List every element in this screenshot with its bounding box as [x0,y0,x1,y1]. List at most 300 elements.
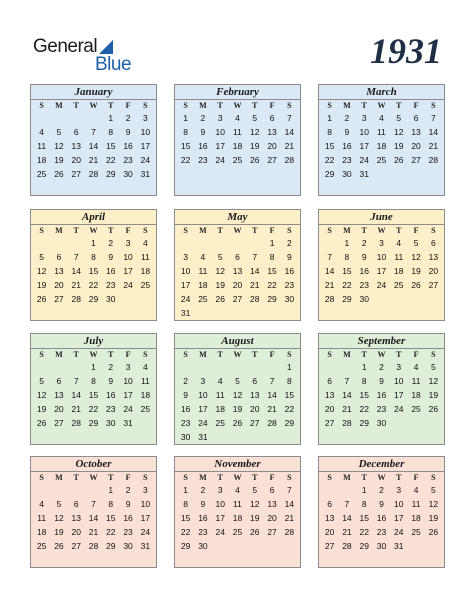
weekday-label: M [343,226,351,235]
day-cell: 23 [106,404,116,414]
month-days-grid [175,349,300,444]
empty-day-cell [68,483,85,497]
day-cell: 27 [71,169,81,179]
weekday-label: T [361,473,367,482]
weekday-label: W [377,350,386,359]
day-cell: 1 [344,238,350,248]
day-cell: 1 [108,485,114,495]
day-cell: 2 [344,113,350,123]
empty-day-cell [68,111,85,125]
day-cell: 18 [140,390,151,400]
day-cell: 12 [54,513,64,523]
empty-day-cell [177,360,194,374]
day-cell: 8 [361,376,367,386]
day-cell: 16 [198,141,208,151]
day-cell: 27 [324,541,335,551]
day-cell: 27 [411,155,421,165]
day-cell: 27 [71,541,81,551]
day-cell: 9 [200,127,206,137]
month-name: June [319,210,444,225]
day-cell: 2 [379,362,384,372]
day-cell: 16 [198,513,208,523]
day-cell: 10 [123,376,133,386]
day-cell: 15 [359,390,369,400]
day-cell: 3 [396,485,402,495]
day-cell: 1 [91,238,96,248]
month-august [174,333,301,445]
day-cell: 22 [88,280,99,290]
weekday-label: S [287,473,292,482]
day-cell: 21 [88,155,99,165]
day-cell: 8 [108,127,114,137]
day-cell: 22 [106,155,116,165]
empty-day-cell [212,360,229,374]
day-cell: 10 [140,127,151,137]
day-cell: 9 [379,499,384,509]
day-cell: 20 [428,266,439,276]
day-cell: 20 [411,141,421,151]
weekday-label: F [125,226,131,235]
day-cell: 21 [342,404,352,414]
day-cell: 10 [215,127,225,137]
month-days-grid [31,225,156,306]
day-cell: 23 [106,280,116,290]
weekday-label: W [89,226,98,235]
day-cell: 17 [180,280,191,290]
day-cell: 12 [54,141,64,151]
day-cell: 17 [215,141,225,151]
month-name: January [31,85,156,100]
day-cell: 7 [269,376,275,386]
day-cell: 29 [284,418,295,428]
weekday-label: W [377,473,386,482]
day-cell: 2 [361,238,367,248]
day-cell: 30 [123,169,133,179]
day-cell: 20 [324,527,335,537]
day-cell: 1 [91,362,96,372]
day-cell: 13 [324,513,335,523]
empty-day-cell [194,236,211,250]
day-cell: 26 [428,527,439,537]
month-july [30,333,157,445]
weekday-label: W [377,226,386,235]
day-cell: 31 [359,169,369,179]
day-cell: 9 [108,252,114,262]
day-cell: 17 [394,513,404,523]
weekday-label: T [361,226,367,235]
day-cell: 15 [106,141,116,151]
weekday-label: M [55,101,63,110]
day-cell: 8 [286,376,292,386]
day-cell: 25 [232,155,243,165]
day-cell: 6 [252,376,258,386]
weekday-label: S [183,226,188,235]
weekday-label: M [199,473,207,482]
month-name: July [31,334,156,349]
day-cell: 24 [215,527,225,537]
day-cell: 15 [284,390,295,400]
day-cell: 12 [428,499,439,509]
day-cell: 28 [71,294,81,304]
day-cell: 14 [342,390,352,400]
logo-word-general: General [33,36,98,57]
day-cell: 1 [327,113,332,123]
empty-day-cell [229,236,246,250]
day-cell: 28 [250,294,260,304]
day-cell: 21 [71,280,81,290]
weekday-label: S [431,350,436,359]
weekday-label: T [217,350,223,359]
weekday-label: T [73,350,79,359]
day-cell: 3 [142,113,148,123]
day-cell: 30 [342,169,352,179]
day-cell: 30 [359,294,369,304]
day-cell: 21 [324,280,335,290]
day-cell: 6 [327,376,332,386]
month-name: September [319,334,444,349]
day-cell: 24 [180,294,191,304]
day-cell: 3 [217,113,223,123]
day-cell: 30 [123,541,133,551]
day-cell: 18 [232,513,243,523]
day-cell: 6 [413,113,419,123]
day-cell: 15 [180,513,191,523]
weekday-label: M [343,473,351,482]
day-cell: 14 [88,141,99,151]
day-cell: 2 [183,376,188,386]
day-cell: 25 [411,404,421,414]
day-cell: 5 [252,485,258,495]
weekday-label: F [125,101,131,110]
month-name: November [175,457,300,472]
day-cell: 10 [140,499,151,509]
day-cell: 2 [200,485,206,495]
month-days-grid [175,225,300,320]
day-cell: 14 [342,513,352,523]
month-days-grid [319,349,444,430]
weekday-label: W [89,473,98,482]
month-october [30,456,157,568]
day-cell: 27 [267,155,277,165]
day-cell: 10 [359,127,369,137]
day-cell: 20 [54,280,64,290]
weekday-label: S [287,350,292,359]
month-june [318,209,445,321]
day-cell: 21 [284,141,295,151]
day-cell: 9 [200,499,206,509]
day-cell: 24 [123,404,133,414]
day-cell: 17 [198,404,208,414]
day-cell: 11 [37,141,47,151]
weekday-label: S [183,473,188,482]
day-cell: 12 [215,266,225,276]
day-cell: 1 [286,362,292,372]
day-cell: 3 [183,252,188,262]
day-cell: 13 [250,390,260,400]
day-cell: 16 [106,390,116,400]
weekday-label: S [287,101,292,110]
day-cell: 4 [235,485,240,495]
day-cell: 3 [379,238,384,248]
day-cell: 20 [324,404,335,414]
empty-day-cell [321,360,338,374]
weekday-label: S [327,101,332,110]
weekday-label: T [252,473,258,482]
day-cell: 12 [36,266,47,276]
day-cell: 10 [180,266,191,276]
day-cell: 29 [106,169,116,179]
day-cell: 24 [215,155,225,165]
day-cell: 11 [140,252,150,262]
day-cell: 16 [123,513,133,523]
day-cell: 29 [106,541,116,551]
weekday-label: S [431,473,436,482]
day-cell: 12 [394,127,404,137]
day-cell: 2 [125,485,131,495]
weekday-label: S [183,350,188,359]
day-cell: 22 [180,527,191,537]
day-cell: 13 [428,252,439,262]
day-cell: 13 [267,499,277,509]
day-cell: 20 [71,155,81,165]
day-cell: 18 [411,390,421,400]
day-cell: 23 [284,280,295,290]
month-days-grid [31,349,156,430]
day-cell: 16 [342,141,352,151]
day-cell: 23 [359,280,369,290]
day-cell: 10 [394,376,404,386]
weekday-label: F [269,101,275,110]
weekday-label: W [377,101,386,110]
month-name: February [175,85,300,100]
day-cell: 8 [183,499,188,509]
day-cell: 14 [284,127,295,137]
day-cell: 13 [71,141,81,151]
weekday-label: M [55,473,63,482]
day-cell: 1 [108,113,114,123]
month-march [318,84,445,196]
month-december [318,456,445,568]
day-cell: 22 [324,155,335,165]
day-cell: 5 [39,252,44,262]
month-name: May [175,210,300,225]
day-cell: 14 [250,266,260,276]
day-cell: 24 [394,527,404,537]
logo-word-blue: Blue [95,54,132,75]
day-cell: 22 [359,527,369,537]
day-cell: 17 [123,390,133,400]
day-cell: 7 [91,127,96,137]
day-cell: 17 [215,513,225,523]
day-cell: 19 [54,527,64,537]
weekday-label: M [55,350,63,359]
day-cell: 1 [183,485,188,495]
day-cell: 28 [428,155,439,165]
day-cell: 30 [106,294,116,304]
day-cell: 5 [56,127,62,137]
month-days-grid [319,100,444,181]
day-cell: 16 [284,266,295,276]
day-cell: 31 [394,541,404,551]
day-cell: 25 [140,280,151,290]
day-cell: 28 [267,418,277,428]
weekday-label: M [199,101,207,110]
day-cell: 17 [359,141,369,151]
day-cell: 5 [252,113,258,123]
day-cell: 30 [180,432,191,442]
day-cell: 24 [198,418,208,428]
day-cell: 31 [140,541,151,551]
day-cell: 12 [250,127,260,137]
day-cell: 9 [286,252,292,262]
day-cell: 20 [54,404,64,414]
day-cell: 27 [54,294,64,304]
weekday-label: F [269,350,275,359]
day-cell: 27 [250,418,260,428]
day-cell: 2 [200,113,206,123]
day-cell: 7 [327,252,332,262]
weekday-label: S [287,226,292,235]
day-cell: 4 [142,362,148,372]
empty-day-cell [338,360,355,374]
day-cell: 4 [39,499,44,509]
day-cell: 1 [183,113,188,123]
day-cell: 11 [215,390,225,400]
day-cell: 4 [413,362,419,372]
weekday-label: T [217,473,223,482]
day-cell: 1 [361,362,367,372]
weekday-label: S [39,350,44,359]
day-cell: 9 [108,376,114,386]
weekday-label: S [143,473,148,482]
weekday-label: T [73,226,79,235]
weekday-label: S [39,101,44,110]
day-cell: 3 [200,376,206,386]
day-cell: 10 [123,252,133,262]
day-cell: 27 [232,294,243,304]
weekday-label: T [217,226,223,235]
day-cell: 4 [39,127,44,137]
day-cell: 7 [344,499,350,509]
day-cell: 22 [342,280,352,290]
day-cell: 15 [88,266,99,276]
day-cell: 25 [411,527,421,537]
day-cell: 19 [36,404,47,414]
empty-day-cell [194,360,211,374]
empty-day-cell [263,360,280,374]
month-may [174,209,301,321]
weekday-label: T [396,101,402,110]
empty-day-cell [33,236,50,250]
day-cell: 28 [88,169,99,179]
weekday-label: T [252,226,258,235]
day-cell: 18 [140,266,151,276]
day-cell: 24 [394,404,404,414]
day-cell: 28 [324,294,335,304]
day-cell: 25 [376,155,387,165]
day-cell: 25 [36,541,47,551]
month-days-grid [31,472,156,553]
day-cell: 14 [71,266,81,276]
empty-day-cell [85,483,102,497]
empty-day-cell [212,236,229,250]
empty-day-cell [229,360,246,374]
day-cell: 19 [411,266,421,276]
day-cell: 15 [342,266,352,276]
day-cell: 13 [324,390,335,400]
day-cell: 18 [411,513,421,523]
day-cell: 21 [250,280,260,290]
weekday-label: W [233,473,242,482]
day-cell: 19 [394,141,404,151]
day-cell: 13 [71,513,81,523]
empty-day-cell [33,483,50,497]
weekday-label: T [396,226,402,235]
day-cell: 7 [91,499,96,509]
day-cell: 22 [106,527,116,537]
day-cell: 9 [344,127,350,137]
day-cell: 14 [71,390,81,400]
month-january [30,84,157,196]
day-cell: 11 [394,252,404,262]
day-cell: 20 [250,404,260,414]
day-cell: 8 [108,499,114,509]
day-cell: 6 [235,252,240,262]
day-cell: 9 [183,390,188,400]
month-september [318,333,445,445]
day-cell: 29 [180,541,191,551]
day-cell: 19 [428,390,439,400]
day-cell: 22 [180,155,191,165]
empty-day-cell [50,111,67,125]
weekday-label: F [125,350,131,359]
weekday-label: M [343,101,351,110]
day-cell: 27 [428,280,439,290]
empty-day-cell [85,111,102,125]
day-cell: 22 [267,280,277,290]
day-cell: 5 [39,376,44,386]
day-cell: 18 [232,141,243,151]
day-cell: 26 [250,155,260,165]
empty-day-cell [68,360,85,374]
day-cell: 29 [342,294,352,304]
logo-triangle-icon [99,40,113,54]
day-cell: 23 [376,527,387,537]
day-cell: 16 [180,404,191,414]
weekday-label: T [108,101,114,110]
day-cell: 6 [56,252,62,262]
day-cell: 5 [217,252,223,262]
month-november [174,456,301,568]
day-cell: 5 [396,113,402,123]
weekday-label: S [143,101,148,110]
day-cell: 4 [379,113,384,123]
day-cell: 12 [428,376,439,386]
day-cell: 25 [215,418,225,428]
empty-day-cell [246,236,263,250]
day-cell: 7 [73,252,79,262]
day-cell: 26 [411,280,421,290]
empty-day-cell [246,360,263,374]
day-cell: 15 [359,513,369,523]
day-cell: 15 [180,141,191,151]
weekday-label: S [431,101,436,110]
month-days-grid [175,472,300,553]
day-cell: 3 [142,485,148,495]
day-cell: 13 [267,127,277,137]
day-cell: 4 [396,238,402,248]
day-cell: 9 [379,376,384,386]
